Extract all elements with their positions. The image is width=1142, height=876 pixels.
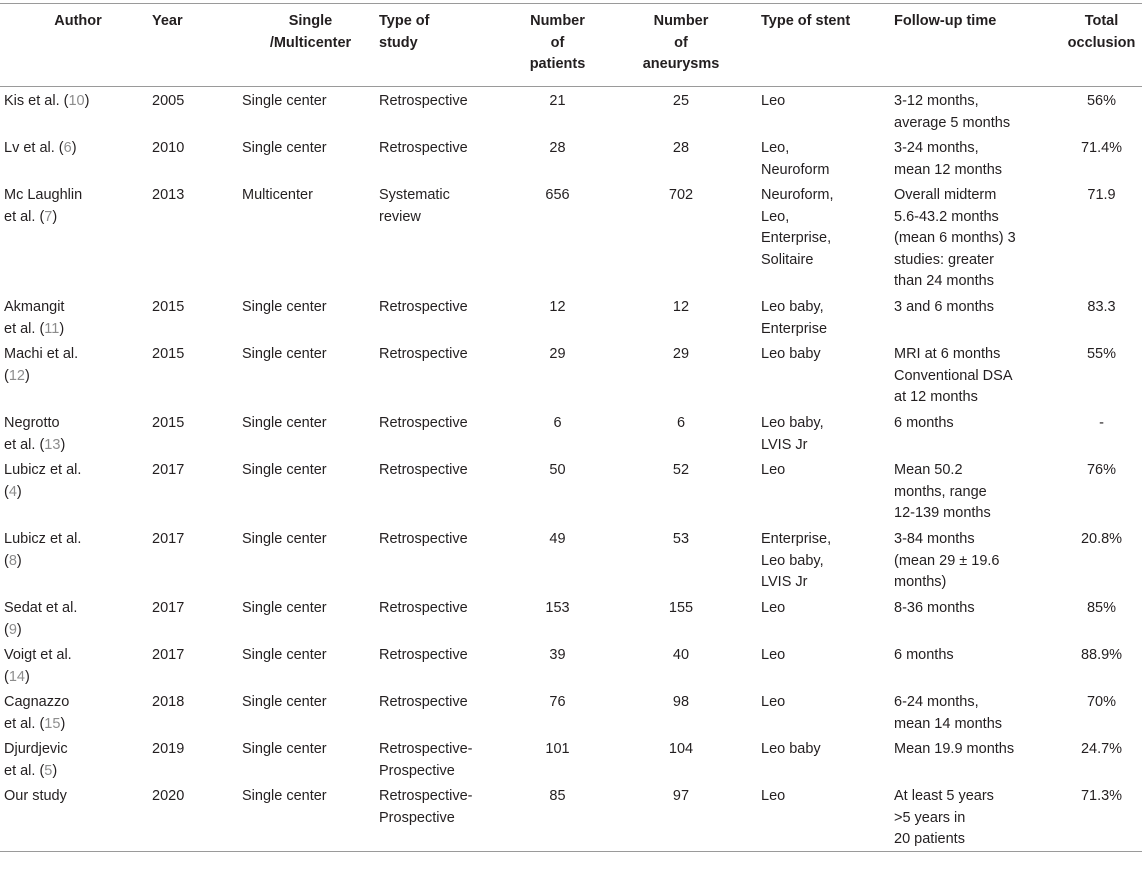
cell-study-type bbox=[379, 181, 504, 293]
author-text: Sedat et al. bbox=[4, 600, 78, 616]
header-occlusion-line: Total bbox=[1084, 13, 1119, 29]
stent-line: Leo baby bbox=[761, 346, 821, 362]
author-line bbox=[4, 185, 152, 207]
author-line bbox=[4, 667, 152, 689]
cell-occlusion: 70% bbox=[1086, 694, 1117, 710]
cell-patients: 656 bbox=[545, 187, 570, 203]
cell-occlusion: 71.4% bbox=[1080, 140, 1123, 156]
follow-up-line: 3 and 6 months bbox=[894, 299, 994, 315]
follow-up-line: 3-84 months bbox=[894, 531, 975, 547]
cell-study-type bbox=[379, 134, 504, 181]
cell-stent bbox=[751, 409, 889, 456]
stent-line: Neuroform, bbox=[761, 187, 834, 203]
cell-occlusion: 55% bbox=[1086, 346, 1117, 362]
header-type-of-study bbox=[379, 4, 504, 87]
cell-author bbox=[0, 409, 152, 456]
author-text: Lv et al. ( bbox=[4, 140, 64, 156]
cell-follow-up bbox=[889, 525, 1061, 594]
follow-up-line: Mean 50.2 bbox=[894, 462, 963, 478]
stent-line: Enterprise bbox=[761, 320, 828, 337]
cell-year: 2010 bbox=[152, 140, 185, 156]
header-aneurysms-line: Number bbox=[653, 13, 709, 29]
stent-line: Leo, bbox=[761, 208, 790, 225]
cell-aneurysms: 98 bbox=[672, 694, 690, 710]
follow-up-line: At least 5 years bbox=[894, 788, 994, 804]
author-line bbox=[4, 297, 152, 319]
cell-center: Single center bbox=[242, 140, 327, 156]
cell-occlusion: 88.9% bbox=[1080, 647, 1123, 663]
header-total-occlusion bbox=[1061, 4, 1142, 87]
cell-stent bbox=[751, 293, 889, 340]
follow-up-line: months, range bbox=[894, 483, 987, 500]
cell-year: 2017 bbox=[152, 531, 185, 547]
cell-study-type bbox=[379, 525, 504, 594]
cell-study-type bbox=[379, 594, 504, 641]
cell-center: Single center bbox=[242, 600, 327, 616]
author-text: ) bbox=[16, 621, 22, 638]
header-type-line: study bbox=[379, 34, 418, 51]
study-type-line: Retrospective bbox=[379, 600, 468, 616]
header-patients-line: of bbox=[550, 34, 565, 51]
cell-year: 2015 bbox=[152, 346, 185, 362]
cell-stent bbox=[751, 456, 889, 525]
author-text: ) bbox=[52, 762, 58, 779]
cell-author bbox=[0, 594, 152, 641]
follow-up-line: at 12 months bbox=[894, 389, 978, 405]
cell-study-type bbox=[379, 409, 504, 456]
stent-line: Leo, bbox=[761, 140, 790, 156]
cell-patients: 39 bbox=[549, 647, 566, 663]
cell-author bbox=[0, 134, 152, 181]
cell-aneurysms: 702 bbox=[668, 187, 694, 203]
table-row bbox=[0, 409, 1142, 456]
study-type-line: Retrospective- bbox=[379, 741, 473, 757]
cell-occlusion: 24.7% bbox=[1080, 741, 1123, 757]
header-follow-up-time: Follow-up time bbox=[894, 13, 997, 29]
reference-number: 10 bbox=[68, 93, 85, 109]
author-line bbox=[4, 319, 152, 341]
stent-line: Leo baby, bbox=[761, 552, 824, 569]
cell-author bbox=[0, 525, 152, 594]
cell-author bbox=[0, 456, 152, 525]
header-number-of-aneurysms bbox=[611, 4, 751, 87]
cell-author bbox=[0, 181, 152, 293]
cell-year: 2017 bbox=[152, 600, 185, 616]
study-type-line: Retrospective bbox=[379, 346, 468, 362]
cell-follow-up bbox=[889, 782, 1061, 851]
table-body bbox=[0, 87, 1142, 852]
follow-up-line: >5 years in bbox=[894, 809, 966, 826]
header-author: Author bbox=[54, 13, 102, 29]
follow-up-line: 3-12 months, bbox=[894, 93, 979, 109]
cell-center: Multicenter bbox=[242, 187, 313, 203]
follow-up-line: months) bbox=[894, 574, 947, 590]
cell-study-type bbox=[379, 87, 504, 135]
cell-patients: 29 bbox=[549, 346, 566, 362]
follow-up-line: MRI at 6 months bbox=[894, 346, 1001, 362]
study-type-line: Retrospective bbox=[379, 531, 468, 547]
cell-patients: 50 bbox=[549, 462, 566, 478]
study-type-line: Retrospective bbox=[379, 647, 468, 663]
cell-study-type bbox=[379, 340, 504, 409]
cell-year: 2015 bbox=[152, 415, 185, 431]
cell-year: 2018 bbox=[152, 694, 185, 710]
author-line bbox=[4, 620, 152, 642]
cell-follow-up bbox=[889, 409, 1061, 456]
cell-aneurysms: 52 bbox=[672, 462, 690, 478]
header-occlusion-line: occlusion bbox=[1067, 34, 1136, 51]
author-text: Akmangit bbox=[4, 299, 65, 315]
author-text: ) bbox=[16, 483, 22, 500]
author-line bbox=[4, 598, 152, 620]
study-type-line: Prospective bbox=[379, 762, 455, 779]
stent-line: Enterprise, bbox=[761, 230, 832, 246]
author-text: ) bbox=[60, 715, 66, 732]
cell-study-type bbox=[379, 293, 504, 340]
table-row bbox=[0, 594, 1142, 641]
author-line bbox=[4, 714, 152, 736]
author-text: ( bbox=[4, 483, 9, 500]
author-text: ) bbox=[71, 140, 77, 156]
author-text: ( bbox=[4, 621, 9, 638]
header-aneurysms-line: of bbox=[674, 34, 688, 51]
author-text: ) bbox=[59, 320, 65, 337]
author-text: Cagnazzo bbox=[4, 694, 70, 710]
cell-year: 2019 bbox=[152, 741, 185, 757]
cell-patients: 101 bbox=[545, 741, 570, 757]
cell-occlusion: - bbox=[1099, 415, 1104, 431]
cell-stent bbox=[751, 735, 889, 782]
cell-patients: 28 bbox=[549, 140, 566, 156]
cell-stent bbox=[751, 688, 889, 735]
cell-follow-up bbox=[889, 340, 1061, 409]
cell-stent bbox=[751, 782, 889, 851]
cell-patients: 6 bbox=[553, 415, 562, 431]
author-line bbox=[4, 739, 152, 761]
cell-center: Single center bbox=[242, 788, 327, 804]
header-center bbox=[242, 4, 379, 87]
stent-line: Leo bbox=[761, 93, 786, 109]
table-row bbox=[0, 688, 1142, 735]
header-patients-line: patients bbox=[529, 56, 586, 72]
cell-occlusion: 20.8% bbox=[1080, 531, 1123, 547]
reference-number: 5 bbox=[44, 762, 53, 779]
stent-line: LVIS Jr bbox=[761, 436, 808, 453]
author-line bbox=[4, 366, 152, 388]
cell-author bbox=[0, 340, 152, 409]
follow-up-line: average 5 months bbox=[894, 114, 1011, 131]
cell-aneurysms: 97 bbox=[672, 788, 690, 804]
table-row bbox=[0, 525, 1142, 594]
author-line bbox=[4, 207, 152, 229]
stent-line: Leo bbox=[761, 600, 786, 616]
cell-year: 2015 bbox=[152, 299, 185, 315]
cell-patients: 49 bbox=[549, 531, 566, 547]
cell-aneurysms: 12 bbox=[672, 299, 690, 315]
study-type-line: Prospective bbox=[379, 809, 455, 826]
cell-center: Single center bbox=[242, 694, 327, 710]
follow-up-line: 6 months bbox=[894, 647, 954, 663]
author-text: et al. ( bbox=[4, 715, 45, 732]
cell-stent bbox=[751, 134, 889, 181]
reference-number: 11 bbox=[44, 320, 60, 337]
table-row bbox=[0, 134, 1142, 181]
stent-line: Leo baby, bbox=[761, 415, 824, 431]
cell-author bbox=[0, 641, 152, 688]
cell-center: Single center bbox=[242, 299, 327, 315]
cell-follow-up bbox=[889, 293, 1061, 340]
header-center-line: /Multicenter bbox=[269, 34, 352, 51]
table-row bbox=[0, 293, 1142, 340]
follow-up-line: 20 patients bbox=[894, 831, 965, 847]
stent-line: Leo bbox=[761, 694, 786, 710]
reference-number: 14 bbox=[8, 668, 25, 685]
stent-line: Enterprise, bbox=[761, 531, 832, 547]
cell-center: Single center bbox=[242, 531, 327, 547]
author-line bbox=[4, 91, 152, 113]
cell-stent bbox=[751, 87, 889, 135]
cell-aneurysms: 40 bbox=[672, 647, 690, 663]
reference-number: 13 bbox=[44, 436, 61, 453]
reference-number: 12 bbox=[8, 367, 25, 384]
study-type-line: Retrospective bbox=[379, 415, 468, 431]
cell-center: Single center bbox=[242, 415, 327, 431]
header-number-of-patients bbox=[504, 4, 611, 87]
table-row bbox=[0, 181, 1142, 293]
follow-up-line: 6 months bbox=[894, 415, 954, 431]
cell-follow-up bbox=[889, 456, 1061, 525]
follow-up-line: 5.6-43.2 months bbox=[894, 208, 999, 225]
cell-year: 2017 bbox=[152, 647, 185, 663]
author-line bbox=[4, 786, 152, 808]
stent-line: Solitaire bbox=[761, 251, 814, 268]
author-text: et al. ( bbox=[4, 762, 45, 779]
author-text: Djurdjevic bbox=[4, 741, 68, 757]
cell-author bbox=[0, 735, 152, 782]
cell-author bbox=[0, 688, 152, 735]
header-type-line: Type of bbox=[379, 13, 430, 29]
author-text: et al. ( bbox=[4, 436, 45, 453]
stent-line: Neuroform bbox=[761, 161, 830, 178]
author-line bbox=[4, 138, 152, 160]
study-type-line: Retrospective- bbox=[379, 788, 473, 804]
cell-stent bbox=[751, 594, 889, 641]
author-text: ) bbox=[16, 552, 22, 569]
author-line bbox=[4, 529, 152, 551]
study-type-line: Retrospective bbox=[379, 299, 468, 315]
follow-up-line: 8-36 months bbox=[894, 600, 975, 616]
follow-up-line: Mean 19.9 months bbox=[894, 741, 1015, 757]
cell-aneurysms: 104 bbox=[668, 741, 694, 757]
header-patients-line: Number bbox=[530, 13, 585, 29]
cell-year: 2005 bbox=[152, 93, 185, 109]
author-text: ( bbox=[4, 552, 9, 569]
reference-number: 9 bbox=[8, 621, 17, 638]
table-row bbox=[0, 641, 1142, 688]
cell-follow-up bbox=[889, 181, 1061, 293]
author-line bbox=[4, 645, 152, 667]
cell-center: Single center bbox=[242, 346, 327, 362]
stent-line: Leo baby, bbox=[761, 299, 824, 315]
table-row bbox=[0, 782, 1142, 851]
study-type-line: Retrospective bbox=[379, 694, 468, 710]
table-row bbox=[0, 735, 1142, 782]
cell-author bbox=[0, 293, 152, 340]
study-type-line: Retrospective bbox=[379, 93, 468, 109]
cell-occlusion: 71.9 bbox=[1087, 187, 1116, 203]
cell-author bbox=[0, 782, 152, 851]
header-aneurysms-line: aneurysms bbox=[642, 56, 720, 72]
cell-study-type bbox=[379, 688, 504, 735]
table-row bbox=[0, 340, 1142, 409]
author-text: Lubicz et al. bbox=[4, 462, 82, 478]
stent-line: Leo baby bbox=[761, 741, 821, 757]
table-row bbox=[0, 87, 1142, 135]
cell-center: Single center bbox=[242, 462, 327, 478]
author-text: Lubicz et al. bbox=[4, 531, 82, 547]
header-center-line: Single bbox=[288, 13, 333, 29]
cell-patients: 85 bbox=[549, 788, 566, 804]
author-line bbox=[4, 761, 152, 783]
studies-table bbox=[0, 3, 1142, 852]
cell-study-type bbox=[379, 641, 504, 688]
cell-patients: 12 bbox=[549, 299, 566, 315]
follow-up-line: studies: greater bbox=[894, 251, 994, 268]
author-text: ( bbox=[4, 668, 9, 685]
follow-up-line: 12-139 months bbox=[894, 505, 991, 521]
cell-occlusion: 56% bbox=[1086, 93, 1117, 109]
cell-stent bbox=[751, 641, 889, 688]
author-text: Voigt et al. bbox=[4, 647, 72, 663]
author-line bbox=[4, 692, 152, 714]
cell-center: Single center bbox=[242, 741, 327, 757]
cell-follow-up bbox=[889, 688, 1061, 735]
cell-follow-up bbox=[889, 134, 1061, 181]
follow-up-line: mean 12 months bbox=[894, 161, 1003, 178]
author-text: et al. ( bbox=[4, 208, 45, 225]
stent-line: Leo bbox=[761, 647, 786, 663]
author-text: ) bbox=[24, 668, 30, 685]
cell-center: Single center bbox=[242, 93, 327, 109]
stent-line: LVIS Jr bbox=[761, 574, 808, 590]
cell-aneurysms: 53 bbox=[672, 531, 690, 547]
cell-follow-up bbox=[889, 735, 1061, 782]
cell-year: 2017 bbox=[152, 462, 185, 478]
author-text: ) bbox=[84, 93, 90, 109]
author-line bbox=[4, 344, 152, 366]
author-text: Machi et al. bbox=[4, 346, 79, 362]
cell-occlusion: 85% bbox=[1086, 600, 1117, 616]
author-line bbox=[4, 551, 152, 573]
author-text: Negrotto bbox=[4, 415, 60, 431]
cell-patients: 76 bbox=[549, 694, 566, 710]
cell-follow-up bbox=[889, 594, 1061, 641]
author-text: Kis et al. ( bbox=[4, 93, 69, 109]
cell-aneurysms: 155 bbox=[668, 600, 694, 616]
follow-up-line: mean 14 months bbox=[894, 715, 1003, 732]
author-text: ) bbox=[60, 436, 66, 453]
author-text: ) bbox=[24, 367, 30, 384]
study-type-line: review bbox=[379, 208, 421, 225]
study-type-line: Retrospective bbox=[379, 462, 468, 478]
table-row bbox=[0, 456, 1142, 525]
author-line bbox=[4, 482, 152, 504]
stent-line: Leo bbox=[761, 462, 786, 478]
study-type-line: Retrospective bbox=[379, 140, 468, 156]
author-text: ) bbox=[52, 208, 58, 225]
reference-number: 15 bbox=[44, 715, 61, 732]
author-text: ( bbox=[4, 367, 9, 384]
reference-number: 8 bbox=[8, 552, 17, 569]
header-row bbox=[0, 4, 1142, 87]
reference-number: 6 bbox=[63, 140, 72, 156]
author-text: Mc Laughlin bbox=[4, 187, 83, 203]
cell-study-type bbox=[379, 456, 504, 525]
author-text: et al. ( bbox=[4, 320, 45, 337]
cell-patients: 21 bbox=[549, 93, 566, 109]
cell-year: 2020 bbox=[152, 788, 185, 804]
cell-stent bbox=[751, 525, 889, 594]
author-text: Our study bbox=[4, 788, 67, 804]
cell-stent bbox=[751, 181, 889, 293]
study-type-line: Systematic bbox=[379, 187, 450, 203]
author-line bbox=[4, 460, 152, 482]
header-year: Year bbox=[152, 13, 183, 29]
reference-number: 4 bbox=[8, 483, 17, 500]
stent-line: Leo bbox=[761, 788, 786, 804]
cell-occlusion: 83.3 bbox=[1087, 299, 1116, 315]
cell-aneurysms: 28 bbox=[672, 140, 690, 156]
author-line bbox=[4, 413, 152, 435]
follow-up-line: 3-24 months, bbox=[894, 140, 979, 156]
cell-stent bbox=[751, 340, 889, 409]
cell-follow-up bbox=[889, 641, 1061, 688]
follow-up-line: 6-24 months, bbox=[894, 694, 979, 710]
follow-up-line: than 24 months bbox=[894, 273, 994, 289]
cell-study-type bbox=[379, 735, 504, 782]
cell-follow-up bbox=[889, 87, 1061, 135]
follow-up-line: Overall midterm bbox=[894, 187, 997, 203]
cell-year: 2013 bbox=[152, 187, 185, 203]
cell-author bbox=[0, 87, 152, 135]
cell-occlusion: 76% bbox=[1086, 462, 1117, 478]
cell-aneurysms: 29 bbox=[672, 346, 690, 362]
follow-up-line: (mean 6 months) 3 bbox=[894, 230, 1016, 246]
cell-patients: 153 bbox=[545, 600, 570, 616]
follow-up-line: Conventional DSA bbox=[894, 367, 1013, 384]
cell-study-type bbox=[379, 782, 504, 851]
cell-occlusion: 71.3% bbox=[1080, 788, 1123, 804]
cell-center: Single center bbox=[242, 647, 327, 663]
reference-number: 7 bbox=[44, 208, 53, 225]
author-line bbox=[4, 435, 152, 457]
follow-up-line: (mean 29 ± 19.6 bbox=[894, 552, 1000, 569]
cell-aneurysms: 25 bbox=[672, 93, 690, 109]
cell-aneurysms: 6 bbox=[676, 415, 686, 431]
header-type-of-stent: Type of stent bbox=[761, 13, 851, 29]
